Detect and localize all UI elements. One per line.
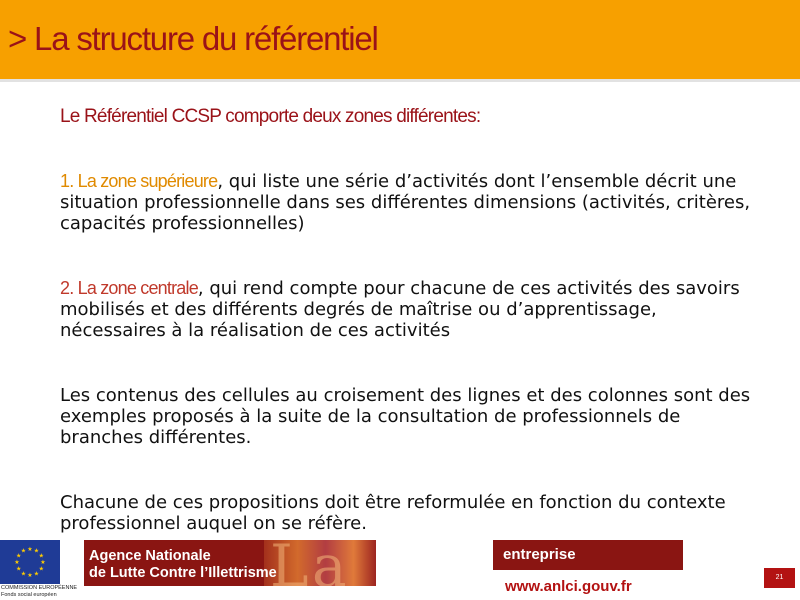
paragraph-3: Les contenus des cellules au croisement des lignes et des colonnes sont des exemples proposés à la suite de la consultation de professionnels de branches différentes.	[60, 385, 751, 448]
paragraph-4: Chacune de ces propositions doit être reformulée en fonction du contexte professionnel auquel on se réfère.	[60, 492, 726, 534]
anlci-logo	[84, 540, 376, 586]
title-bar	[0, 0, 800, 82]
eu-caption	[1, 585, 85, 599]
point-1-text: , qui liste une série d’activités dont l’ensemble décrit une situation professionnelle dans ses différentes dimensions (activités, critères, capacités professionnelles)	[60, 171, 751, 234]
eu-star-icon: ★	[33, 570, 40, 578]
eu-star-icon: ★	[20, 547, 27, 555]
page-number: 21	[764, 568, 795, 588]
agency-name-line2: de Lutte Contre l’Illettrisme	[89, 565, 277, 581]
anlci-artwork-icon: L a	[264, 540, 376, 586]
website-link[interactable]: www.anlci.gouv.fr	[505, 578, 632, 595]
eu-star-icon: ★	[27, 546, 33, 553]
entreprise-banner	[493, 540, 683, 570]
eu-flag-icon	[0, 540, 60, 584]
eu-commission-label: COMMISSION EUROPÉENNE	[1, 585, 78, 591]
slide-content	[60, 106, 760, 534]
agency-name	[89, 548, 277, 582]
eu-star-icon: ★	[27, 572, 33, 579]
point-1	[60, 171, 760, 234]
point-2-text: , qui rend compte pour chacune de ces activités des savoirs mobilisés et des différents degrés de maîtrise ou d’apprentissage, nécessaires à la réalisation de ces activités	[60, 278, 740, 341]
intro-text: Le Référentiel CCSP comporte deux zones différentes:	[60, 106, 481, 127]
point-2-lead: 2. La zone centrale	[60, 278, 198, 298]
eu-star-icon: ★	[40, 559, 46, 566]
point-2	[60, 278, 760, 341]
point-1-lead: 1. La zone supérieure	[60, 171, 218, 191]
eu-star-icon: ★	[38, 565, 44, 573]
entreprise-label: entreprise	[503, 546, 576, 563]
eu-star-icon: ★	[38, 552, 44, 560]
eu-star-icon: ★	[14, 559, 20, 566]
eu-fund-label: Fonds social européen	[1, 592, 57, 598]
eu-star-icon: ★	[20, 570, 27, 578]
slide-title: > La structure du référentiel	[8, 20, 378, 57]
eu-star-icon: ★	[16, 552, 22, 560]
eu-stars-icon	[0, 540, 60, 584]
footer	[0, 537, 800, 600]
eu-star-icon: ★	[16, 565, 22, 573]
eu-star-icon: ★	[33, 547, 40, 555]
agency-name-line1: Agence Nationale	[89, 548, 211, 564]
